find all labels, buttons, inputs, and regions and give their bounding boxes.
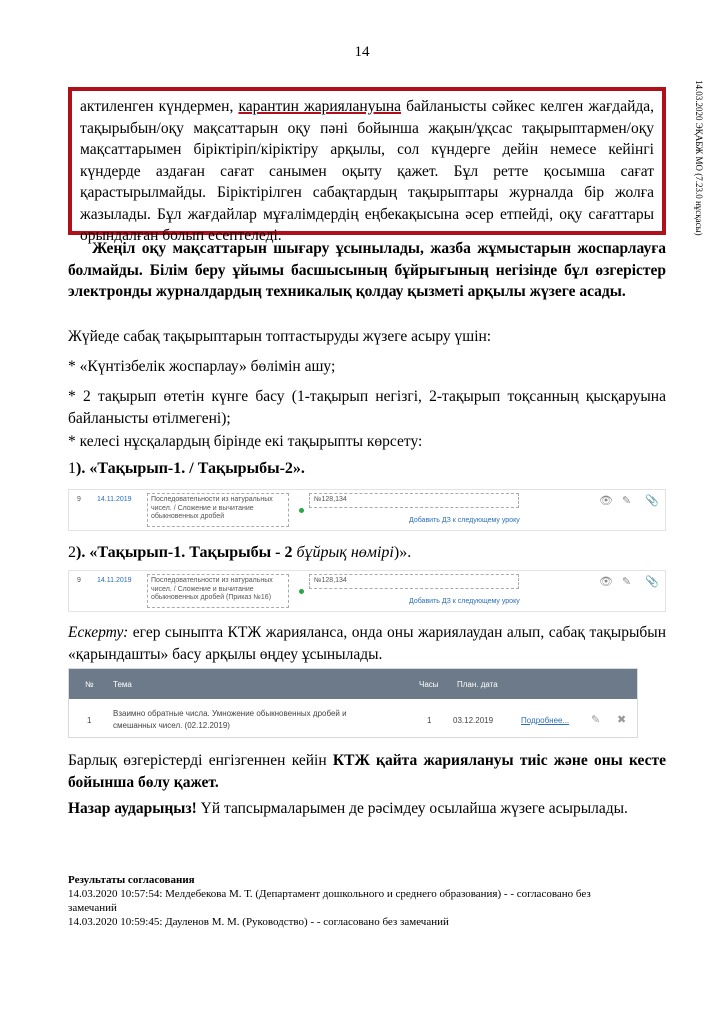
paperclip-icon[interactable]: 📎	[645, 495, 659, 507]
delete-icon[interactable]: ✖	[617, 714, 627, 726]
topic-field[interactable]	[147, 493, 289, 527]
option-2-number: 2	[68, 544, 76, 561]
homework-field[interactable]: №128,134	[309, 493, 519, 508]
box-underlined-text: карантин жариялануына	[238, 98, 402, 115]
note-paragraph	[68, 622, 666, 665]
row-hours: 1	[427, 716, 432, 725]
paragraph-3: * 2 тақырып өтетін күнге басу (1-тақырып негізгі, 2-тақырып тоқсанның қысқаруына байланысты өтілмегені);	[68, 388, 666, 427]
page-number: 14	[354, 44, 370, 60]
after-paragraph	[68, 750, 666, 793]
highlighted-box	[68, 87, 666, 244]
row-index: 9	[77, 496, 81, 503]
approval-line-1: 14.03.2020 10:57:54: Мелдебекова М. Т. (Департамент дошкольного и среднего образования) - - согласовано без	[68, 888, 591, 900]
note-text: егер сыныпта КТЖ жарияланса, онда оны жариялаудан алып, сабақ тақырыбын «қарындашты» басу арқылы өңдеу ұсынылады.	[68, 624, 666, 663]
header-hours: Часы	[419, 680, 439, 689]
status-dot-icon	[299, 508, 304, 513]
eye-icon[interactable]: 👁	[599, 495, 613, 507]
option-2-text: ). «Тақырып-1. Тақырыбы - 2	[76, 544, 297, 561]
note-label: Ескерту:	[68, 624, 129, 641]
option-2-title	[68, 544, 666, 562]
topic-line-3: обыкновенных дробей	[151, 513, 225, 520]
paperclip-icon[interactable]: 📎	[645, 576, 659, 588]
eye-icon[interactable]: 👁	[599, 576, 613, 588]
option-1-title	[68, 460, 666, 478]
topic-line-3: обыкновенных дробей (Приказ №16)	[151, 594, 272, 601]
paragraph-2: * «Күнтізбелік жоспарлау» бөлімін ашу;	[68, 358, 336, 375]
attention-label: Назар аударыңыз!	[68, 800, 197, 817]
add-homework-link[interactable]: Добавить ДЗ к следующему уроку	[409, 598, 520, 605]
pencil-icon[interactable]: ✎	[622, 576, 632, 588]
topic-line-1: Последовательности из натуральных	[151, 577, 273, 584]
approval-line-1b: замечаний	[68, 902, 117, 914]
topic-line-2: чисел. / Сложение и вычитание	[151, 504, 254, 512]
option-2-end: )».	[393, 544, 412, 561]
bold-paragraph: Жеңіл оқу мақсаттарын шығару ұсынылады, жазба жұмыстарын жоспарлауға болмайды. Білім беру ұйымы басшысының бұйрығының негізінде бұл өзгерістер электронды журналдардың техникалық қолдау қызметі арқылы жүзеге асады.	[68, 240, 666, 300]
pencil-icon[interactable]: ✎	[622, 495, 632, 507]
paragraph-4: * келесі нұсқалардың бірінде екі тақырыпты көрсету:	[68, 433, 423, 450]
paragraph-1: Жүйеде сабақ тақырыптарын топтастыруды жүзеге асыру үшін:	[68, 328, 492, 345]
row-index: 9	[77, 577, 81, 584]
option-1-number: 1	[68, 460, 76, 477]
box-text-pre: актиленген күндермен,	[80, 98, 239, 115]
journal-screenshot-1	[68, 489, 666, 531]
after-text: Барлық өзгерістерді енгізгеннен кейін	[68, 752, 333, 769]
homework-field[interactable]: №128,134	[309, 574, 519, 589]
add-homework-link[interactable]: Добавить ДЗ к следующему уроку	[409, 517, 520, 524]
row-topic-line-1: Взаимно обратные числа. Умножение обыкновенных дробей и	[113, 709, 347, 718]
box-paragraph	[80, 96, 654, 247]
approval-line-2: 14.03.2020 10:59:45: Дауленов М. М. (Руководство) - - согласовано без замечаний	[68, 916, 449, 928]
row-topic-line-2: смешанных чисел. (02.12.2019)	[113, 721, 230, 730]
after-bold-text: КТЖ қайта жариялануы тиіс және оны кесте бойынша бөлу қажет.	[68, 752, 666, 791]
status-dot-icon	[299, 589, 304, 594]
box-text-post: байланысты сәйкес келген жағдайда, тақырыбын/оқу мақсаттарын оқу пәні бойынша жақын/ұқсас тақырыптармен/оқу мақсаттарымен біріктіріп/кіріктіру арқылы, сол күндерге дейін немесе кейінгі күндерде аздаған сағат санымен оқыту қажет. Бұл ретте қосымша сағат қарастырылмайды. Біріктірілген сабақтардың тақырыптары журналда бір жолға жазылады. Бұл жағдайлар мұғалімдердің еңбекақысына әсер етпейді, оқу сағаттары орындалған болып есептеледі.	[80, 98, 655, 244]
side-note: 14.03.2020 ЭҚАБЖ МО (7.23.0 нұсқасы)	[694, 80, 704, 236]
row-date[interactable]: 14.11.2019	[97, 577, 132, 584]
details-link[interactable]: Подробнее...	[521, 716, 570, 725]
row-date[interactable]: 14.11.2019	[97, 496, 132, 503]
attention-text: Үй тапсырмаларымен де рәсімдеу осылайша жүзеге асырылады.	[196, 800, 628, 817]
approval-title: Результаты согласования	[68, 874, 195, 886]
topic-line-2: чисел. / Сложение и вычитание	[151, 585, 254, 593]
header-date: План. дата	[457, 680, 498, 689]
row-date: 03.12.2019	[453, 716, 494, 725]
topic-line-1: Последовательности из натуральных	[151, 496, 273, 503]
header-topic: Тема	[113, 680, 132, 689]
header-number: №	[85, 680, 94, 689]
row-number: 1	[87, 716, 92, 725]
journal-screenshot-2	[68, 570, 666, 612]
option-2-italic: бұйрық нөмірі	[296, 544, 394, 561]
plan-table-header	[69, 669, 637, 699]
attention-paragraph	[68, 798, 666, 820]
pencil-icon[interactable]: ✎	[591, 714, 601, 726]
plan-table	[68, 668, 638, 738]
option-1-text: ). «Тақырып-1. / Тақырыбы-2».	[76, 460, 305, 477]
topic-field[interactable]	[147, 574, 289, 608]
